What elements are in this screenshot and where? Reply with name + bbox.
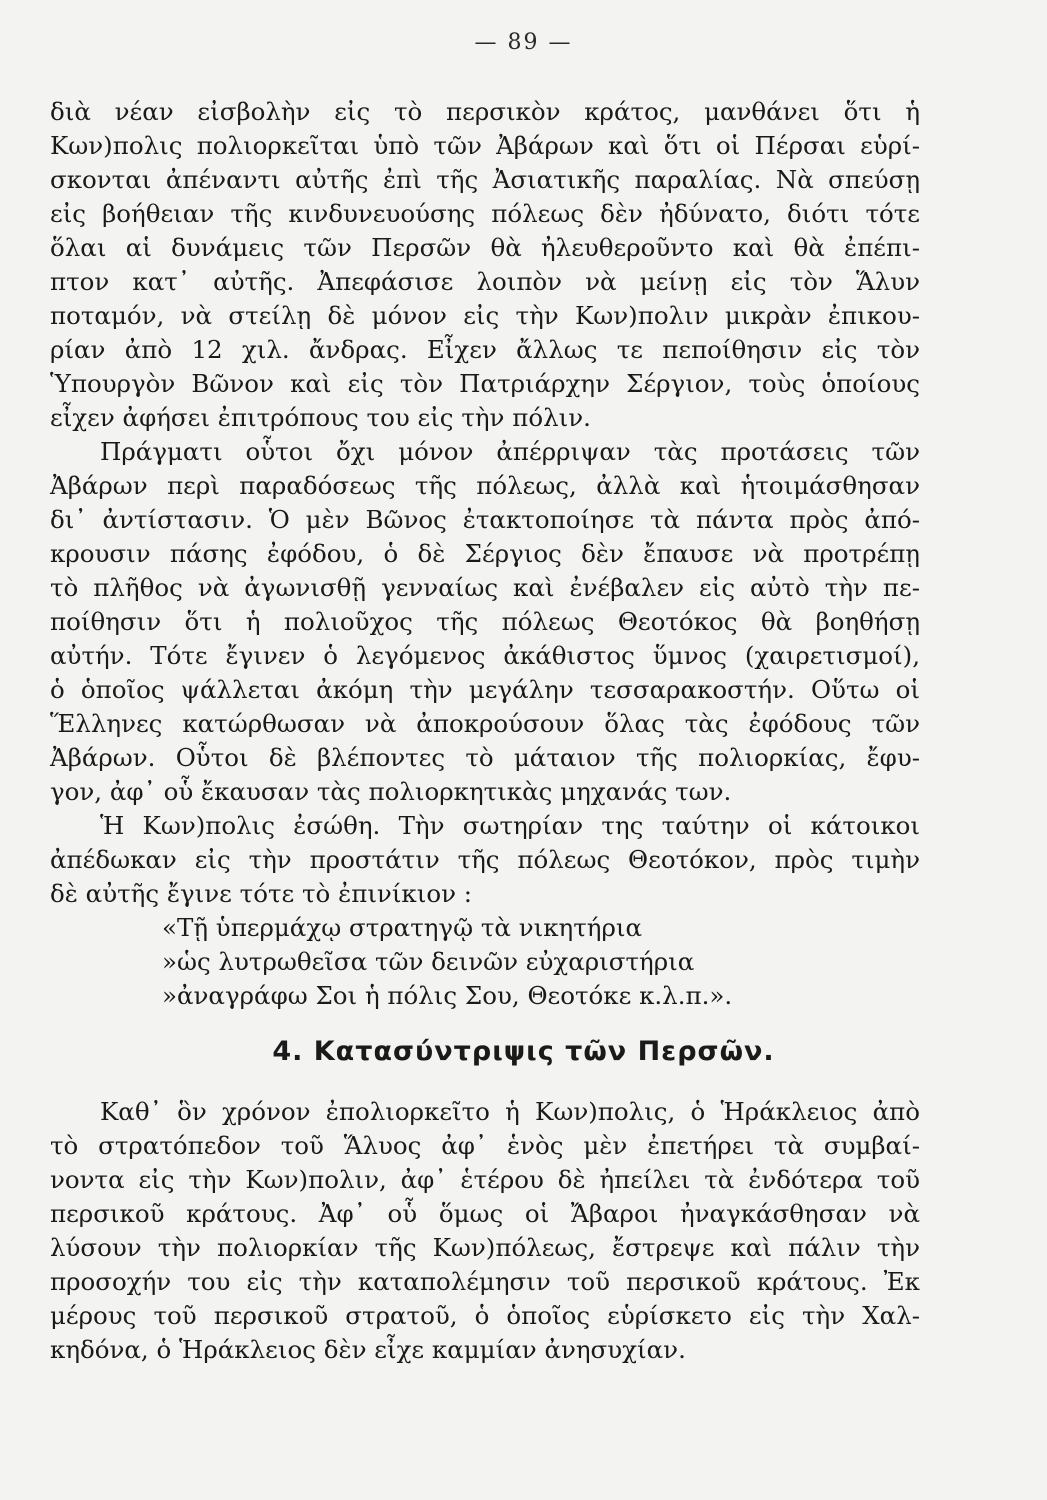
text-line: τὸ πλῆθος νὰ ἀγωνισθῇ γενναίως καὶ ἐνέβαλεν εἰς αὐτὸ τὴν πε- — [50, 573, 920, 602]
page-number: — 89 — — [474, 30, 573, 55]
hymn-line: »ἀναγράφω Σοι ἡ πόλις Σου, Θεοτόκε κ.λ.π.». — [162, 981, 733, 1010]
text-line: δὲ αὐτῆς ἔγινε τότε τὸ ἐπινίκιον : — [50, 879, 473, 908]
text-line: ποίθησιν ὅτι ἡ πολιοῦχος τῆς πόλεως Θεοτόκος θὰ βοηθήσῃ — [50, 607, 920, 636]
text-line: δι᾿ ἀντίστασιν. Ὁ μὲν Βῶνος ἐτακτοποίησε τὰ πάντα πρὸς ἀπό- — [50, 505, 920, 534]
text-line: αὐτήν. Τότε ἔγινεν ὁ λεγόμενος ἀκάθιστος ὕμνος (χαιρετισμοί), — [50, 641, 920, 670]
text-line: λύσουν τὴν πολιορκίαν τῆς Κων)πόλεως, ἔστρεψε καὶ πάλιν τὴν — [50, 1233, 920, 1262]
text-line: τὸ στρατόπεδον τοῦ Ἅλυος ἀφ᾿ ἑνὸς μὲν ἐπετήρει τὰ συμβαί- — [50, 1131, 920, 1160]
hymn-line: «Τῇ ὑπερμάχῳ στρατηγῷ τὰ νικητήρια — [162, 913, 642, 942]
text-line: Ἀβάρων περὶ παραδόσεως τῆς πόλεως, ἀλλὰ καὶ ἡτοιμάσθησαν — [50, 471, 920, 500]
section-heading: 4. Κατασύντριψις τῶν Περσῶν. — [272, 1036, 775, 1067]
text-line: Ἀβάρων. Οὗτοι δὲ βλέποντες τὸ μάταιον τῆς πολιορκίας, ἔφυ- — [50, 743, 920, 772]
text-line: γον, ἀφ᾿ οὗ ἔκαυσαν τὰς πολιορκητικὰς μηχανάς των. — [50, 777, 732, 806]
text-line: Καθ᾿ ὃν χρόνον ἐπολιορκεῖτο ἡ Κων)πολις, ὁ Ἡράκλειος ἀπὸ — [100, 1097, 920, 1126]
text-line: Ὑπουργὸν Βῶνον καὶ εἰς τὸν Πατριάρχην Σέργιον, τοὺς ὁποίους — [50, 369, 920, 398]
text-line: Ἕλληνες κατώρθωσαν νὰ ἀποκρούσουν ὅλας τὰς ἐφόδους τῶν — [50, 709, 920, 738]
text-line: εἰς βοήθειαν τῆς κινδυνευούσης πόλεως δὲν ἠδύνατο, διότι τότε — [50, 199, 920, 228]
text-line: κρουσιν πάσης ἐφόδου, ὁ δὲ Σέργιος δὲν ἔπαυσε νὰ προτρέπῃ — [50, 539, 920, 568]
text-line: ὅλαι αἱ δυνάμεις τῶν Περσῶν θὰ ἠλευθεροῦντο καὶ θὰ ἐπέπι- — [50, 233, 920, 262]
hymn-line: »ὡς λυτρωθεῖσα τῶν δεινῶν εὐχαριστήρια — [162, 947, 695, 976]
text-line: μέρους τοῦ περσικοῦ στρατοῦ, ὁ ὁποῖος εὑρίσκετο εἰς τὴν Χαλ- — [50, 1301, 920, 1330]
text-line: προσοχήν του εἰς τὴν καταπολέμησιν τοῦ περσικοῦ κράτους. Ἐκ — [50, 1267, 920, 1296]
text-line: ἀπέδωκαν εἰς τὴν προστάτιν τῆς πόλεως Θεοτόκον, πρὸς τιμὴν — [50, 845, 920, 874]
text-line: σκονται ἀπέναντι αὐτῆς ἐπὶ τῆς Ἀσιατικῆς παραλίας. Νὰ σπεύσῃ — [50, 165, 920, 194]
text-line: ὁ ὁποῖος ψάλλεται ἀκόμη τὴν μεγάλην τεσσαρακοστήν. Οὕτω οἱ — [50, 675, 920, 704]
text-line: πτον κατ᾿ αὐτῆς. Ἀπεφάσισε λοιπὸν νὰ μείνῃ εἰς τὸν Ἅλυν — [50, 267, 920, 296]
text-line: διὰ νέαν εἰσβολὴν εἰς τὸ περσικὸν κράτος, μανθάνει ὅτι ἡ — [50, 97, 920, 126]
text-line: κηδόνα, ὁ Ἡράκλειος δὲν εἶχε καμμίαν ἀνησυχίαν. — [50, 1335, 686, 1364]
text-line: νοντα εἰς τὴν Κων)πολιν, ἀφ᾿ ἑτέρου δὲ ἠπείλει τὰ ἐνδότερα τοῦ — [50, 1165, 920, 1194]
text-line: εἶχεν ἀφήσει ἐπιτρόπους του εἰς τὴν πόλιν. — [50, 403, 591, 432]
text-line: Κων)πολις πολιορκεῖται ὑπὸ τῶν Ἀβάρων καὶ ὅτι οἱ Πέρσαι εὑρί- — [50, 131, 920, 160]
text-line: ποταμόν, νὰ στείλῃ δὲ μόνον εἰς τὴν Κων)πολιν μικρὰν ἐπικου- — [50, 301, 920, 330]
text-line: περσικοῦ κράτους. Ἀφ᾿ οὗ ὅμως οἱ Ἄβαροι ἠναγκάσθησαν νὰ — [50, 1199, 920, 1228]
text-line: ρίαν ἀπὸ 12 χιλ. ἄνδρας. Εἶχεν ἄλλως τε πεποίθησιν εἰς τὸν — [50, 335, 920, 364]
text-line: Ἡ Κων)πολις ἐσώθη. Τὴν σωτηρίαν της ταύτην οἱ κάτοικοι — [100, 811, 920, 840]
text-line: Πράγματι οὗτοι ὄχι μόνον ἀπέρριψαν τὰς προτάσεις τῶν — [100, 437, 920, 466]
